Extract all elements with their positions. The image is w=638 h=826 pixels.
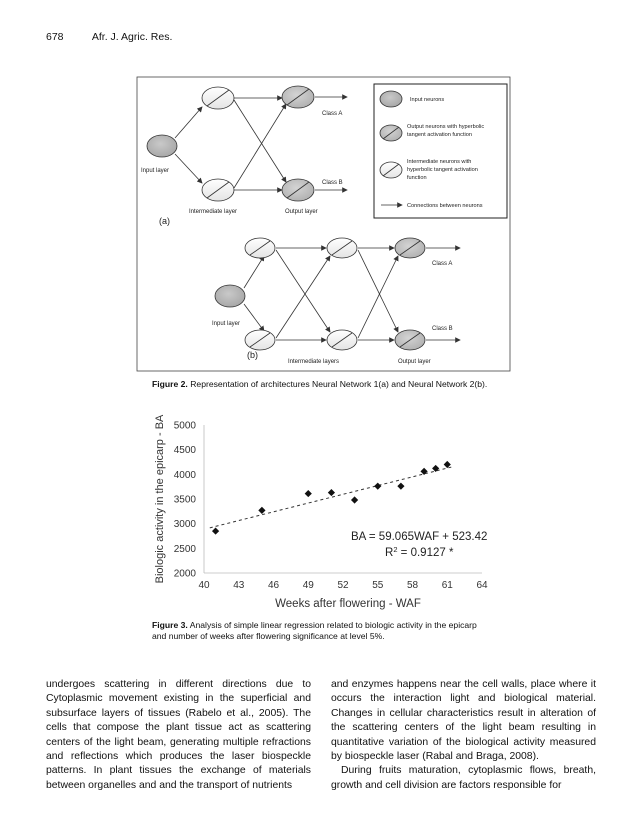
r-squared-prefix: R (385, 547, 394, 559)
y-tick-label: 3500 (173, 494, 196, 506)
data-point (351, 496, 358, 503)
legend-intermediate-text-3: function (407, 175, 427, 181)
r-squared-sup: 2 (393, 545, 398, 554)
body-paragraph-right-2: During fruits maturation, cytoplasmic flows, breath, growth and cell division are factors responsible for (331, 765, 596, 791)
legend-connections-text: Connections between neurons (407, 203, 483, 209)
y-axis-title: Biologic activity in the epicarp - BA (154, 414, 166, 584)
data-point (432, 465, 439, 472)
figure-2-caption (152, 379, 487, 390)
panel-b-input-neuron (215, 285, 245, 307)
figure-3-chart (0, 410, 638, 618)
y-tick-label: 2500 (173, 543, 196, 555)
legend-output-text-2: tangent activation function (407, 132, 472, 138)
panel-a-class-a: Class A (322, 111, 343, 117)
data-point (374, 483, 381, 490)
data-point (305, 490, 312, 497)
panel-b-intermediate-neuron-1-bottom (245, 330, 275, 350)
panel-b-class-a: Class A (432, 261, 453, 267)
x-tick-label: 43 (233, 580, 245, 591)
panel-a-intermediate-neuron-top (202, 87, 234, 109)
y-tick-label: 5000 (173, 420, 196, 432)
x-axis-title: Weeks after flowering - WAF (275, 598, 421, 610)
data-point (397, 483, 404, 490)
panel-b-intermediate-neuron-2-bottom (327, 330, 357, 350)
x-tick-label: 64 (476, 580, 488, 591)
x-tick-label: 58 (406, 580, 419, 591)
panel-b-intermediate-neuron-1-top (245, 238, 275, 258)
y-tick-label: 4500 (173, 445, 196, 457)
legend-input-neuron-icon (380, 91, 402, 107)
panel-b-output-neuron-b (395, 330, 425, 350)
panel-b-tag: (b) (247, 350, 258, 360)
page-number: 678 (46, 31, 64, 43)
data-point (258, 507, 265, 514)
panel-a-input-neuron (147, 135, 177, 157)
x-tick-label: 55 (372, 580, 384, 591)
y-tick-label: 3000 (173, 519, 196, 531)
legend-intermediate-neuron-icon (380, 162, 402, 178)
legend-output-text-1: Output neurons with hyperbolic (407, 124, 485, 130)
data-point (328, 489, 335, 496)
panel-b-output-neuron-a (395, 238, 425, 258)
panel-a-output-neuron-b (282, 179, 314, 201)
figure-2-caption-label: Figure 2. (152, 379, 188, 389)
legend-intermediate-text-1: Intermediate neurons with (407, 159, 472, 165)
legend-output-neuron-icon (380, 125, 402, 141)
r-squared-label (385, 545, 454, 559)
body-paragraph-left: undergoes scattering in different directions due to Cytoplasmic movement existing in the superficial and subsurface layers of tissues (Rabelo et al., 2005). The cells that compose the plant tissue act as scattering centers of the light beam, generating multiple refractions and reflections which produces the laser biospeckle patterns. In plant tissues the exchange of materials between organelles and and the transport of nutrients (46, 679, 311, 791)
panel-a-intermediate-neuron-bottom (202, 179, 234, 201)
panel-a-output-label: Output layer (285, 209, 318, 215)
legend-input-text: Input neurons (410, 97, 445, 103)
regression-trendline (210, 467, 453, 528)
panel-a-output-neuron-a (282, 86, 314, 108)
panel-a-tag: (a) (159, 216, 170, 226)
body-column-right (331, 678, 596, 793)
panel-a-input-label: Input layer (141, 168, 170, 174)
figure-3-caption-text-1: Analysis of simple linear regression related to biologic activity in the epicarp (187, 620, 477, 630)
panel-a-class-b: Class B (322, 180, 343, 186)
x-tick-label: 61 (441, 580, 453, 591)
y-tick-label: 2000 (173, 568, 196, 580)
figure-3-caption-label: Figure 3. (152, 620, 188, 630)
panel-b-output-label: Output layer (398, 359, 431, 365)
panel-b-class-b: Class B (432, 326, 453, 332)
figure-3-caption-text-2: and number of weeks after flowering significance at level 5%. (152, 631, 385, 641)
panel-b-intermediate-label: Intermediate layers (288, 359, 340, 365)
panel-b-input-label: Input layer (212, 321, 241, 327)
data-point (420, 468, 427, 475)
regression-equation: BA = 59.065WAF + 523.42 (351, 531, 488, 543)
x-tick-label: 40 (198, 580, 210, 591)
legend-intermediate-text-2: hyperbolic tangent activation (407, 167, 478, 173)
body-paragraph-right-1: and enzymes happens near the cell walls, place where it occurs the interaction light and biological material. Changes in cellular characteristics result in alteration of the scattering centers of the light beam resulting in quantitative variation of the biological activity measured by biospeckle laser (Rabal and Braga, 2008). (331, 679, 596, 763)
data-point (212, 527, 219, 534)
panel-b-intermediate-neuron-2-top (327, 238, 357, 258)
figure-3-caption (152, 620, 477, 642)
figure-2-caption-text: Representation of architectures Neural Network 1(a) and Neural Network 2(b). (187, 379, 488, 389)
y-tick-label: 4000 (173, 469, 196, 481)
r-squared-value: = 0.9127 * (397, 547, 454, 559)
journal-name: Afr. J. Agric. Res. (91, 31, 173, 43)
panel-a-intermediate-label: Intermediate layer (189, 209, 238, 215)
body-column-left (46, 678, 311, 793)
x-tick-label: 52 (337, 580, 349, 591)
x-tick-label: 46 (267, 580, 280, 591)
figure-2-diagram (0, 0, 638, 380)
x-tick-label: 49 (302, 580, 314, 591)
figure-3-caption-line-1 (152, 620, 477, 631)
